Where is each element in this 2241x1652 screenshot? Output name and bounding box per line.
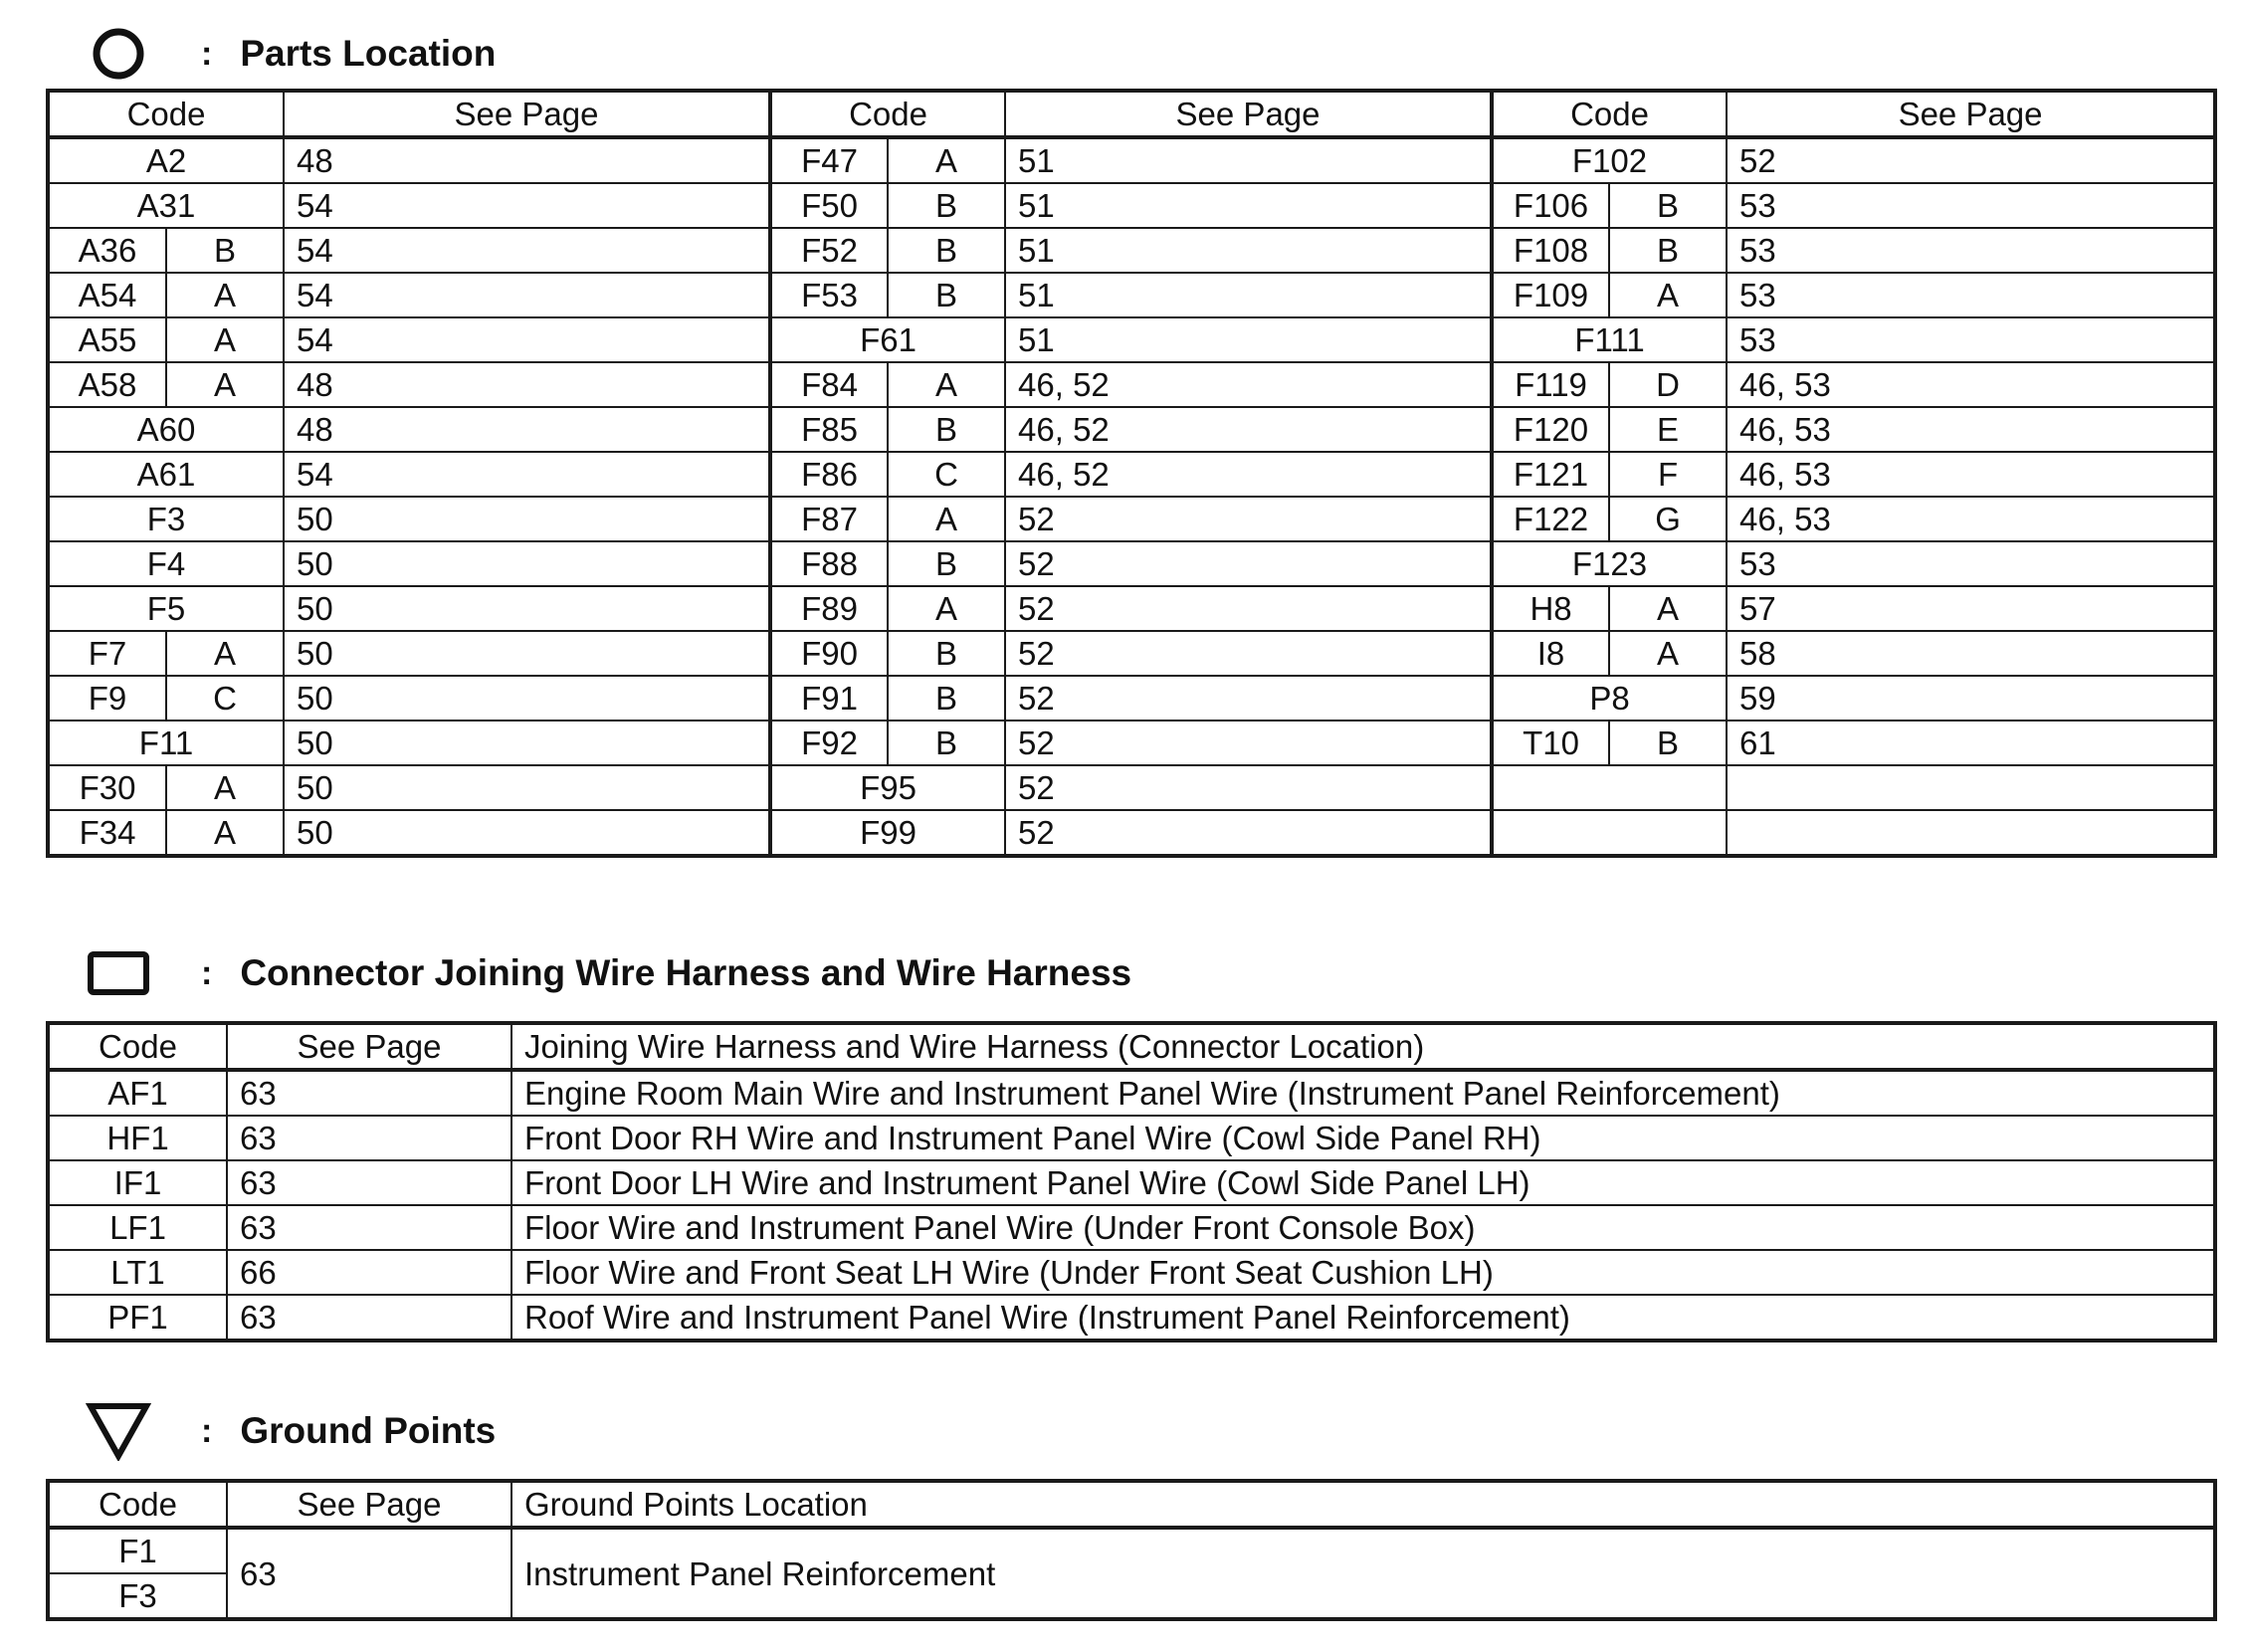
part-see-page: 54: [284, 228, 770, 273]
table-row: [49, 497, 2214, 541]
part-see-page: 50: [284, 721, 770, 765]
connector-location: Front Door RH Wire and Instrument Panel Wire (Cowl Side Panel RH): [511, 1116, 2214, 1160]
connector-page: 63: [227, 1295, 511, 1340]
ground-page: 63: [227, 1528, 511, 1618]
table-row: [49, 183, 2214, 228]
part-connector-letter: A: [1609, 273, 1727, 317]
part-code: T10: [1492, 721, 1609, 765]
table-row: [49, 407, 2214, 452]
part-code: F52: [770, 228, 888, 273]
triangle-down-icon: [86, 1401, 151, 1461]
part-connector-letter: A: [1609, 586, 1727, 631]
part-see-page: 54: [284, 273, 770, 317]
part-connector-letter: B: [888, 228, 1005, 273]
part-see-page: [1727, 765, 2214, 810]
section-title: Parts Location: [240, 33, 497, 74]
part-code: F5: [49, 586, 284, 631]
part-connector-letter: A: [166, 317, 284, 362]
connector-location: Engine Room Main Wire and Instrument Panel Wire (Instrument Panel Reinforcement): [511, 1070, 2214, 1116]
table-row: [49, 721, 2214, 765]
part-connector-letter: C: [888, 452, 1005, 497]
part-connector-letter: B: [888, 183, 1005, 228]
part-code: P8: [1492, 676, 1727, 721]
part-code: F47: [770, 137, 888, 183]
part-code: F95: [770, 765, 1005, 810]
part-connector-letter: A: [166, 362, 284, 407]
part-connector-letter: B: [888, 676, 1005, 721]
connector-code: LF1: [49, 1205, 227, 1250]
part-see-page: 52: [1005, 676, 1492, 721]
header-see-page: See Page: [1727, 92, 2214, 137]
table-header-row: [49, 1482, 2214, 1528]
part-see-page: 52: [1005, 541, 1492, 586]
circle-icon: [86, 24, 151, 84]
part-code: A54: [49, 273, 166, 317]
part-see-page: 51: [1005, 273, 1492, 317]
part-connector-letter: C: [166, 676, 284, 721]
section-title: Connector Joining Wire Harness and Wire Harness: [240, 952, 1132, 993]
part-see-page: 50: [284, 810, 770, 855]
connector-page: 63: [227, 1160, 511, 1205]
part-see-page: 59: [1727, 676, 2214, 721]
part-code: [1492, 810, 1727, 855]
part-connector-letter: A: [888, 586, 1005, 631]
connector-location: Floor Wire and Front Seat LH Wire (Under Front Seat Cushion LH): [511, 1250, 2214, 1295]
table-row: [49, 1295, 2214, 1340]
part-see-page: 50: [284, 631, 770, 676]
part-see-page: 48: [284, 407, 770, 452]
part-code: F92: [770, 721, 888, 765]
part-connector-letter: B: [888, 721, 1005, 765]
connector-page: 63: [227, 1070, 511, 1116]
part-see-page: 51: [1005, 228, 1492, 273]
part-see-page: 50: [284, 676, 770, 721]
part-see-page: 54: [284, 452, 770, 497]
heading-colon: :: [201, 953, 213, 992]
part-connector-letter: B: [888, 631, 1005, 676]
table-row: [49, 137, 2214, 183]
part-connector-letter: A: [1609, 631, 1727, 676]
part-see-page: 58: [1727, 631, 2214, 676]
part-see-page: 53: [1727, 273, 2214, 317]
part-code: I8: [1492, 631, 1609, 676]
connector-code: LT1: [49, 1250, 227, 1295]
part-connector-letter: A: [166, 273, 284, 317]
connectors-heading: [86, 943, 1131, 1003]
part-see-page: 52: [1005, 721, 1492, 765]
part-code: F34: [49, 810, 166, 855]
part-see-page: 46, 53: [1727, 497, 2214, 541]
header-code: Code: [49, 92, 284, 137]
connector-code: HF1: [49, 1116, 227, 1160]
header-code: Code: [49, 1024, 227, 1070]
part-code: F85: [770, 407, 888, 452]
header-code: Code: [49, 1482, 227, 1528]
header-see-page: See Page: [1005, 92, 1492, 137]
ground-location: Instrument Panel Reinforcement: [511, 1528, 2214, 1618]
part-see-page: 50: [284, 541, 770, 586]
part-code: F109: [1492, 273, 1609, 317]
part-connector-letter: B: [1609, 228, 1727, 273]
part-code: F86: [770, 452, 888, 497]
table-row: [49, 765, 2214, 810]
part-code: F84: [770, 362, 888, 407]
part-code: F89: [770, 586, 888, 631]
part-see-page: 46, 53: [1727, 452, 2214, 497]
table-row: [49, 1528, 2214, 1573]
part-code: F50: [770, 183, 888, 228]
part-code: F11: [49, 721, 284, 765]
part-code: F30: [49, 765, 166, 810]
connector-code: IF1: [49, 1160, 227, 1205]
connector-location: Roof Wire and Instrument Panel Wire (Instrument Panel Reinforcement): [511, 1295, 2214, 1340]
part-connector-letter: B: [888, 541, 1005, 586]
table-row: [49, 810, 2214, 855]
part-connector-letter: G: [1609, 497, 1727, 541]
part-see-page: 50: [284, 765, 770, 810]
part-see-page: 52: [1005, 810, 1492, 855]
part-connector-letter: A: [888, 362, 1005, 407]
part-see-page: 51: [1005, 183, 1492, 228]
ground-points-heading: [86, 1401, 496, 1461]
table-row: [49, 541, 2214, 586]
table-header-row: [49, 92, 2214, 137]
part-see-page: 50: [284, 586, 770, 631]
part-code: F87: [770, 497, 888, 541]
part-code: A61: [49, 452, 284, 497]
part-connector-letter: A: [888, 137, 1005, 183]
part-see-page: 52: [1005, 631, 1492, 676]
part-code: F61: [770, 317, 1005, 362]
part-see-page: 46, 52: [1005, 452, 1492, 497]
ground-points-table: [48, 1481, 2215, 1619]
part-see-page: 46, 53: [1727, 362, 2214, 407]
part-code: [1492, 765, 1727, 810]
part-code: F91: [770, 676, 888, 721]
ground-code: F3: [49, 1573, 227, 1618]
header-see-page: See Page: [227, 1024, 511, 1070]
part-code: F106: [1492, 183, 1609, 228]
connector-location: Floor Wire and Instrument Panel Wire (Under Front Console Box): [511, 1205, 2214, 1250]
parts-location-heading: [86, 24, 496, 84]
part-code: F53: [770, 273, 888, 317]
part-connector-letter: F: [1609, 452, 1727, 497]
part-connector-letter: B: [1609, 183, 1727, 228]
part-code: F99: [770, 810, 1005, 855]
header-see-page: See Page: [284, 92, 770, 137]
part-see-page: 54: [284, 317, 770, 362]
table-row: [49, 317, 2214, 362]
header-see-page: See Page: [227, 1482, 511, 1528]
header-code: Code: [770, 92, 1005, 137]
part-code: A60: [49, 407, 284, 452]
table-row: [49, 228, 2214, 273]
heading-colon: :: [201, 34, 213, 73]
part-code: F3: [49, 497, 284, 541]
part-see-page: 57: [1727, 586, 2214, 631]
part-see-page: 53: [1727, 541, 2214, 586]
part-see-page: 51: [1005, 137, 1492, 183]
table-row: [49, 676, 2214, 721]
part-see-page: 51: [1005, 317, 1492, 362]
part-code: A2: [49, 137, 284, 183]
part-connector-letter: A: [166, 631, 284, 676]
part-code: F102: [1492, 137, 1727, 183]
table-row: [49, 1160, 2214, 1205]
table-row: [49, 1205, 2214, 1250]
section-title: Ground Points: [240, 1410, 497, 1451]
part-see-page: 53: [1727, 228, 2214, 273]
heading-colon: :: [201, 1411, 213, 1450]
header-code: Code: [1492, 92, 1727, 137]
header-location: Joining Wire Harness and Wire Harness (Connector Location): [511, 1024, 2214, 1070]
connector-code: AF1: [49, 1070, 227, 1116]
connectors-table: [48, 1023, 2215, 1341]
connector-code: PF1: [49, 1295, 227, 1340]
header-location: Ground Points Location: [511, 1482, 2214, 1528]
part-connector-letter: A: [166, 765, 284, 810]
part-see-page: 50: [284, 497, 770, 541]
square-icon: [86, 943, 151, 1003]
part-connector-letter: B: [888, 407, 1005, 452]
part-see-page: 46, 52: [1005, 407, 1492, 452]
part-code: F7: [49, 631, 166, 676]
part-see-page: 52: [1727, 137, 2214, 183]
part-code: F4: [49, 541, 284, 586]
table-row: [49, 362, 2214, 407]
table-header-row: [49, 1024, 2214, 1070]
part-see-page: 53: [1727, 317, 2214, 362]
part-code: F9: [49, 676, 166, 721]
part-code: F123: [1492, 541, 1727, 586]
parts-location-table: [48, 91, 2215, 856]
part-connector-letter: A: [888, 497, 1005, 541]
part-code: A36: [49, 228, 166, 273]
table-row: [49, 1116, 2214, 1160]
part-see-page: 48: [284, 362, 770, 407]
part-see-page: 52: [1005, 586, 1492, 631]
part-connector-letter: B: [166, 228, 284, 273]
table-row: [49, 273, 2214, 317]
part-see-page: 48: [284, 137, 770, 183]
part-code: F120: [1492, 407, 1609, 452]
part-code: A58: [49, 362, 166, 407]
part-see-page: 53: [1727, 183, 2214, 228]
part-code: F122: [1492, 497, 1609, 541]
part-code: F121: [1492, 452, 1609, 497]
part-connector-letter: B: [888, 273, 1005, 317]
part-code: F90: [770, 631, 888, 676]
part-code: A31: [49, 183, 284, 228]
ground-code: F1: [49, 1528, 227, 1573]
connector-page: 66: [227, 1250, 511, 1295]
table-row: [49, 586, 2214, 631]
part-code: F108: [1492, 228, 1609, 273]
connector-location: Front Door LH Wire and Instrument Panel Wire (Cowl Side Panel LH): [511, 1160, 2214, 1205]
part-connector-letter: A: [166, 810, 284, 855]
part-see-page: 52: [1005, 765, 1492, 810]
part-see-page: 52: [1005, 497, 1492, 541]
table-row: [49, 452, 2214, 497]
table-row: [49, 1250, 2214, 1295]
part-see-page: 54: [284, 183, 770, 228]
connector-page: 63: [227, 1205, 511, 1250]
part-connector-letter: E: [1609, 407, 1727, 452]
part-connector-letter: D: [1609, 362, 1727, 407]
table-row: [49, 1070, 2214, 1116]
part-see-page: 46, 52: [1005, 362, 1492, 407]
part-code: F111: [1492, 317, 1727, 362]
part-code: F88: [770, 541, 888, 586]
table-row: [49, 631, 2214, 676]
part-see-page: 46, 53: [1727, 407, 2214, 452]
part-code: H8: [1492, 586, 1609, 631]
part-code: F119: [1492, 362, 1609, 407]
part-see-page: 61: [1727, 721, 2214, 765]
part-see-page: [1727, 810, 2214, 855]
connector-page: 63: [227, 1116, 511, 1160]
part-connector-letter: B: [1609, 721, 1727, 765]
part-code: A55: [49, 317, 166, 362]
